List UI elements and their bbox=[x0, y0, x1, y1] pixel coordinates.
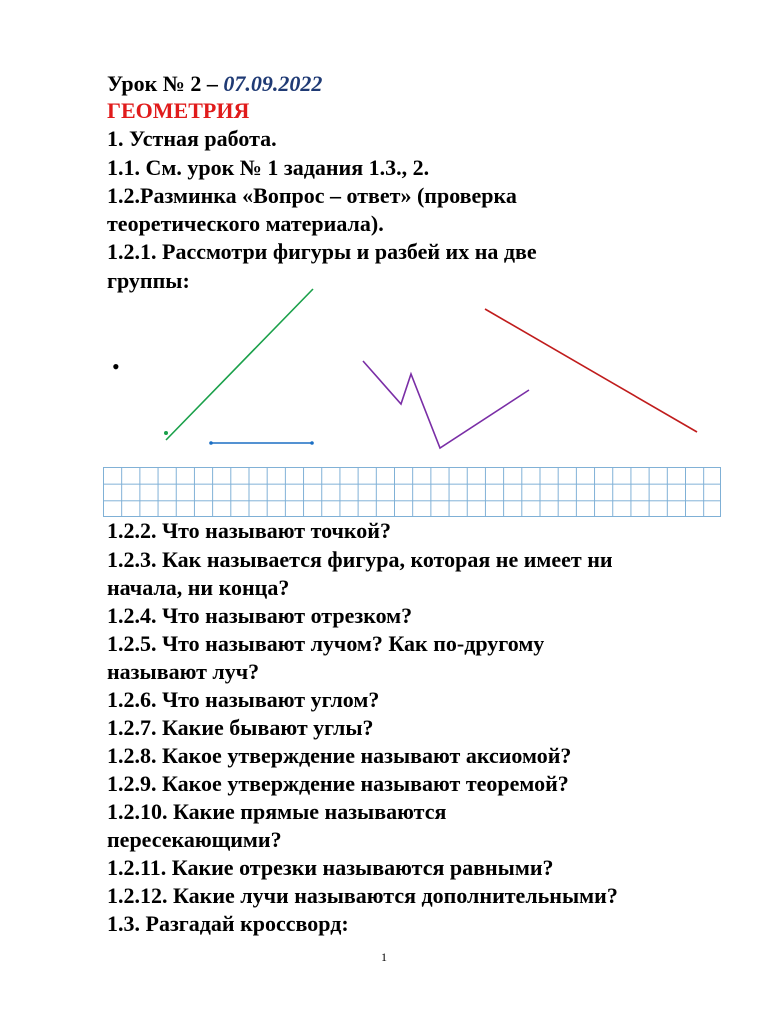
question-line: 1.2.6. Что называют углом? bbox=[107, 687, 380, 712]
question-line: пересекающими? bbox=[107, 827, 282, 852]
text-line: 1.1. См. урок № 1 задания 1.3., 2. bbox=[107, 155, 430, 180]
lesson-prefix: Урок № 2 – bbox=[107, 71, 224, 96]
text-line: группы: bbox=[107, 268, 190, 293]
line-figure bbox=[485, 309, 697, 432]
question-line: 1.2.12. Какие лучи называются дополнительными? bbox=[107, 883, 618, 908]
question-line: 1.2.10. Какие прямые называются bbox=[107, 799, 447, 824]
segment-figure bbox=[209, 441, 314, 445]
text-line: 1. Устная работа. bbox=[107, 126, 277, 151]
subject-title: ГЕОМЕТРИЯ bbox=[107, 98, 250, 123]
text-line: 1.2.1. Рассмотри фигуры и разбей их на две bbox=[107, 239, 537, 264]
lesson-date: 07.09.2022 bbox=[223, 71, 323, 96]
question-line: 1.3. Разгадай кроссворд: bbox=[107, 911, 349, 936]
ray-figure bbox=[164, 289, 313, 440]
broken-line-figure bbox=[363, 361, 529, 448]
text-line: теоретического материала). bbox=[107, 211, 384, 236]
question-line: называют луч? bbox=[107, 659, 260, 684]
point-figure: • bbox=[112, 354, 120, 379]
question-line: 1.2.9. Какое утверждение называют теоремой? bbox=[107, 771, 569, 796]
question-line: 1.2.8. Какое утверждение называют аксиомой? bbox=[107, 743, 572, 768]
question-line: 1.2.7. Какие бывают углы? bbox=[107, 715, 374, 740]
question-line: 1.2.3. Как называется фигура, которая не имеет ни bbox=[107, 547, 613, 572]
question-line: 1.2.11. Какие отрезки называются равными? bbox=[107, 855, 554, 880]
page-number: 1 bbox=[381, 950, 387, 964]
question-line: 1.2.4. Что называют отрезком? bbox=[107, 603, 413, 628]
question-line: 1.2.5. Что называют лучом? Как по-другому bbox=[107, 631, 545, 656]
question-line: начала, ни конца? bbox=[107, 575, 290, 600]
text-line: 1.2.Разминка «Вопрос – ответ» (проверка bbox=[107, 183, 517, 208]
question-line: 1.2.2. Что называют точкой? bbox=[107, 518, 391, 543]
grid-strip bbox=[103, 467, 721, 517]
